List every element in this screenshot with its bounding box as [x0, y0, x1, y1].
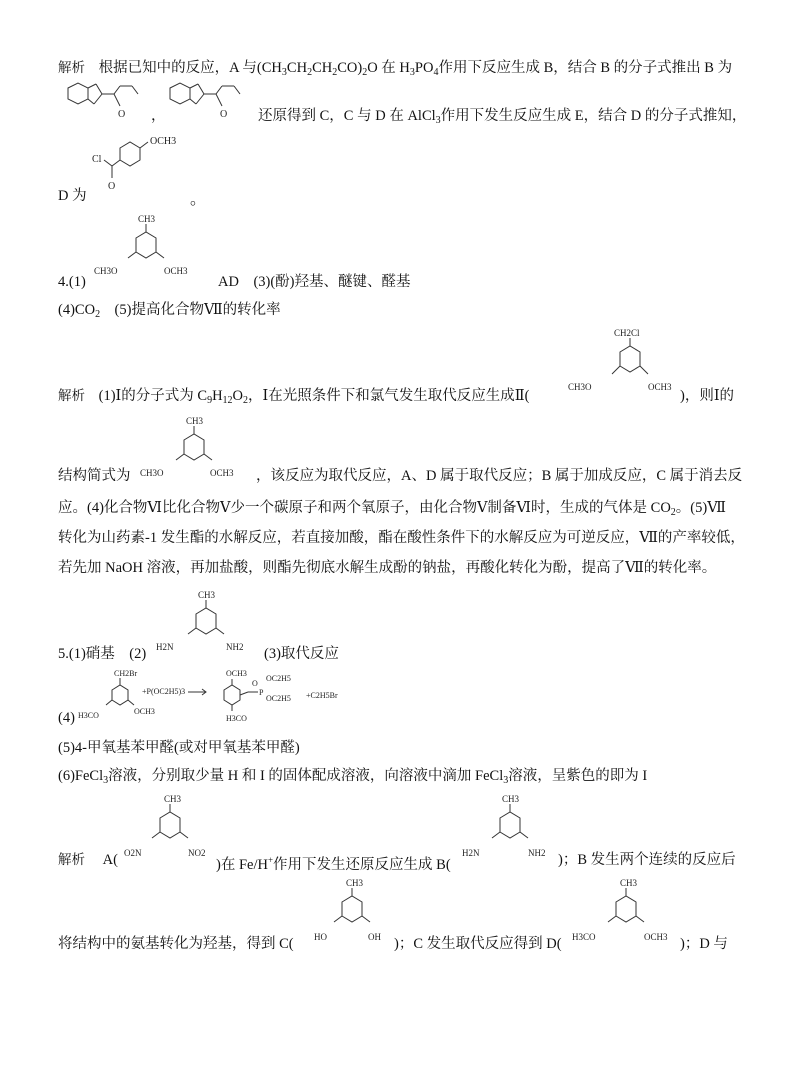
svg-text:CH3: CH3	[164, 794, 182, 804]
svg-text:+P(OC2H5)3: +P(OC2H5)3	[142, 687, 186, 696]
dimethoxytoluene-structure	[90, 212, 210, 286]
q5-line-1b: (3)取代反应	[264, 646, 339, 662]
dinitrotoluene-structure	[118, 792, 218, 864]
analysis-q4-line-2a: 结构简式为	[58, 468, 131, 484]
analysis-q4-line-5: 若先加 NaOH 溶液，再加盐酸，则酯先彻底水解生成酚的钠盐，再酸化转化为酚，提高了Ⅶ的转化率。	[58, 560, 717, 576]
svg-text:CH3: CH3	[502, 794, 520, 804]
svg-text:P: P	[259, 688, 264, 697]
analysis-line-2: ，	[151, 108, 166, 124]
svg-text:HO: HO	[314, 932, 327, 942]
svg-text:OC2H5: OC2H5	[266, 694, 291, 703]
benzofuran-ketone-structure-2	[158, 80, 258, 122]
svg-text:O: O	[108, 181, 116, 192]
svg-text:OCH3: OCH3	[644, 932, 668, 942]
analysis-q5-line-2b: )；C 发生取代反应得到 D(	[394, 936, 562, 952]
q5-line-5: (5)4-甲氧基苯甲醛(或对甲氧基苯甲醛)	[58, 740, 300, 756]
compound-i-structure	[138, 414, 258, 488]
analysis-label: 解析	[58, 60, 85, 76]
q4-answers: AD (3)(酚)羟基、醚键、醛基	[218, 274, 411, 290]
svg-text:H3CO: H3CO	[226, 714, 247, 723]
svg-text:O: O	[252, 679, 258, 688]
analysis-q5-line-1b: )在 Fe/H+作用下发生还原反应生成 B(	[216, 855, 451, 873]
diaminotoluene-structure	[152, 588, 272, 660]
analysis-q4-line-4: 转化为山药素-1 发生酯的水解反应，若直接加酸，酯在酸性条件下的水解反应为可逆反应，Ⅶ的产率较低，	[58, 530, 745, 546]
svg-text:OCH3: OCH3	[134, 707, 155, 716]
svg-text:CH3: CH3	[186, 416, 204, 426]
q5-line-6: (6)FeCl$_3$溶液，分别取少量 H 和 I 的固体配成溶液，向溶液中滴加 FeCl$_3$溶液，呈紫色的即为 I	[58, 768, 648, 786]
svg-text:NH2: NH2	[226, 642, 244, 652]
svg-text:OCH3: OCH3	[226, 669, 247, 678]
compound-d-structure	[566, 876, 686, 948]
svg-text:CH3: CH3	[198, 590, 216, 600]
compound-b-structure	[456, 792, 566, 864]
analysis-q4-line-3: 应。(4)化合物Ⅵ比化合物Ⅴ少一个碳原子和两个氧原子，由化合物Ⅴ制备Ⅵ时，生成的气体是 $CO_2$。(5)Ⅶ	[58, 500, 726, 518]
svg-text:OCH3: OCH3	[150, 136, 177, 147]
svg-text:O: O	[220, 109, 228, 120]
svg-text:OH: OH	[368, 932, 381, 942]
svg-text:CH3: CH3	[138, 214, 156, 224]
svg-text:OC2H5: OC2H5	[266, 674, 291, 683]
period: 。	[190, 191, 207, 208]
analysis-q4-line-1: 解析 (1)Ⅰ的分子式为 $C_9H_{12}O_2$，Ⅰ在光照条件下和氯气发生取代反应生成Ⅱ(	[58, 388, 530, 406]
svg-text:NH2: NH2	[528, 848, 546, 858]
svg-text:H2N: H2N	[462, 848, 480, 858]
svg-text:+C2H5Br: +C2H5Br	[306, 691, 338, 700]
analysis-line-1: 解析 根据已知中的反应，A 与$(CH_3CH_2CH_2CO)_2O$ 在 $H_3PO_4$作用下反应生成 B，结合 B 的分子式推出 B 为	[58, 60, 733, 78]
acyl-chloride-structure-d	[88, 132, 198, 194]
svg-text:O2N: O2N	[124, 848, 142, 858]
svg-text:OCH3: OCH3	[648, 382, 672, 392]
svg-text:CH3O: CH3O	[568, 382, 592, 392]
analysis-line-3: D 为	[58, 188, 87, 204]
svg-text:OCH3: OCH3	[164, 266, 188, 276]
svg-text:OCH3: OCH3	[210, 468, 234, 478]
analysis-q5-line-1c: )；B 发生两个连续的反应后	[558, 852, 736, 868]
q5-line-1: 5.(1)硝基 (2)	[58, 646, 147, 662]
analysis-q5-line-2c: )；D 与	[680, 936, 728, 952]
svg-text:NO2: NO2	[188, 848, 206, 858]
svg-text:CH3: CH3	[620, 878, 638, 888]
svg-text:CH3O: CH3O	[140, 468, 164, 478]
reaction-equation	[76, 668, 376, 726]
svg-text:CH2Cl: CH2Cl	[614, 328, 640, 338]
q4-line-2: $(4)CO_2$ (5)提高化合物Ⅶ的转化率	[58, 302, 281, 320]
svg-text:O: O	[118, 109, 126, 120]
compound-c-structure	[302, 876, 402, 948]
svg-text:CH3O: CH3O	[94, 266, 118, 276]
analysis-q4-line-2b: ，该反应为取代反应，A、D 属于取代反应；B 属于加成反应，C 属于消去反	[256, 468, 743, 484]
svg-text:H2N: H2N	[156, 642, 174, 652]
analysis-q4-line-1b: )，则Ⅰ的	[680, 388, 735, 404]
analysis-q5-line-2: 将结构中的氨基转化为羟基，得到 C(	[58, 936, 294, 952]
svg-text:Cl: Cl	[92, 154, 102, 165]
svg-text:H3CO: H3CO	[572, 932, 596, 942]
svg-text:CH2Br: CH2Br	[114, 669, 138, 678]
svg-text:CH3: CH3	[346, 878, 364, 888]
q5-part4-label: (4)	[58, 710, 75, 726]
analysis-line-2b: 还原得到 C，C 与 D 在 AlCl$_3$作用下发生反应生成 E，结合 D 的分子式推知，	[258, 108, 747, 126]
analysis-q5-line-1: 解析 A(	[58, 852, 118, 868]
q4-line-1: 4.(1)	[58, 274, 86, 290]
svg-text:H3CO: H3CO	[78, 711, 99, 720]
